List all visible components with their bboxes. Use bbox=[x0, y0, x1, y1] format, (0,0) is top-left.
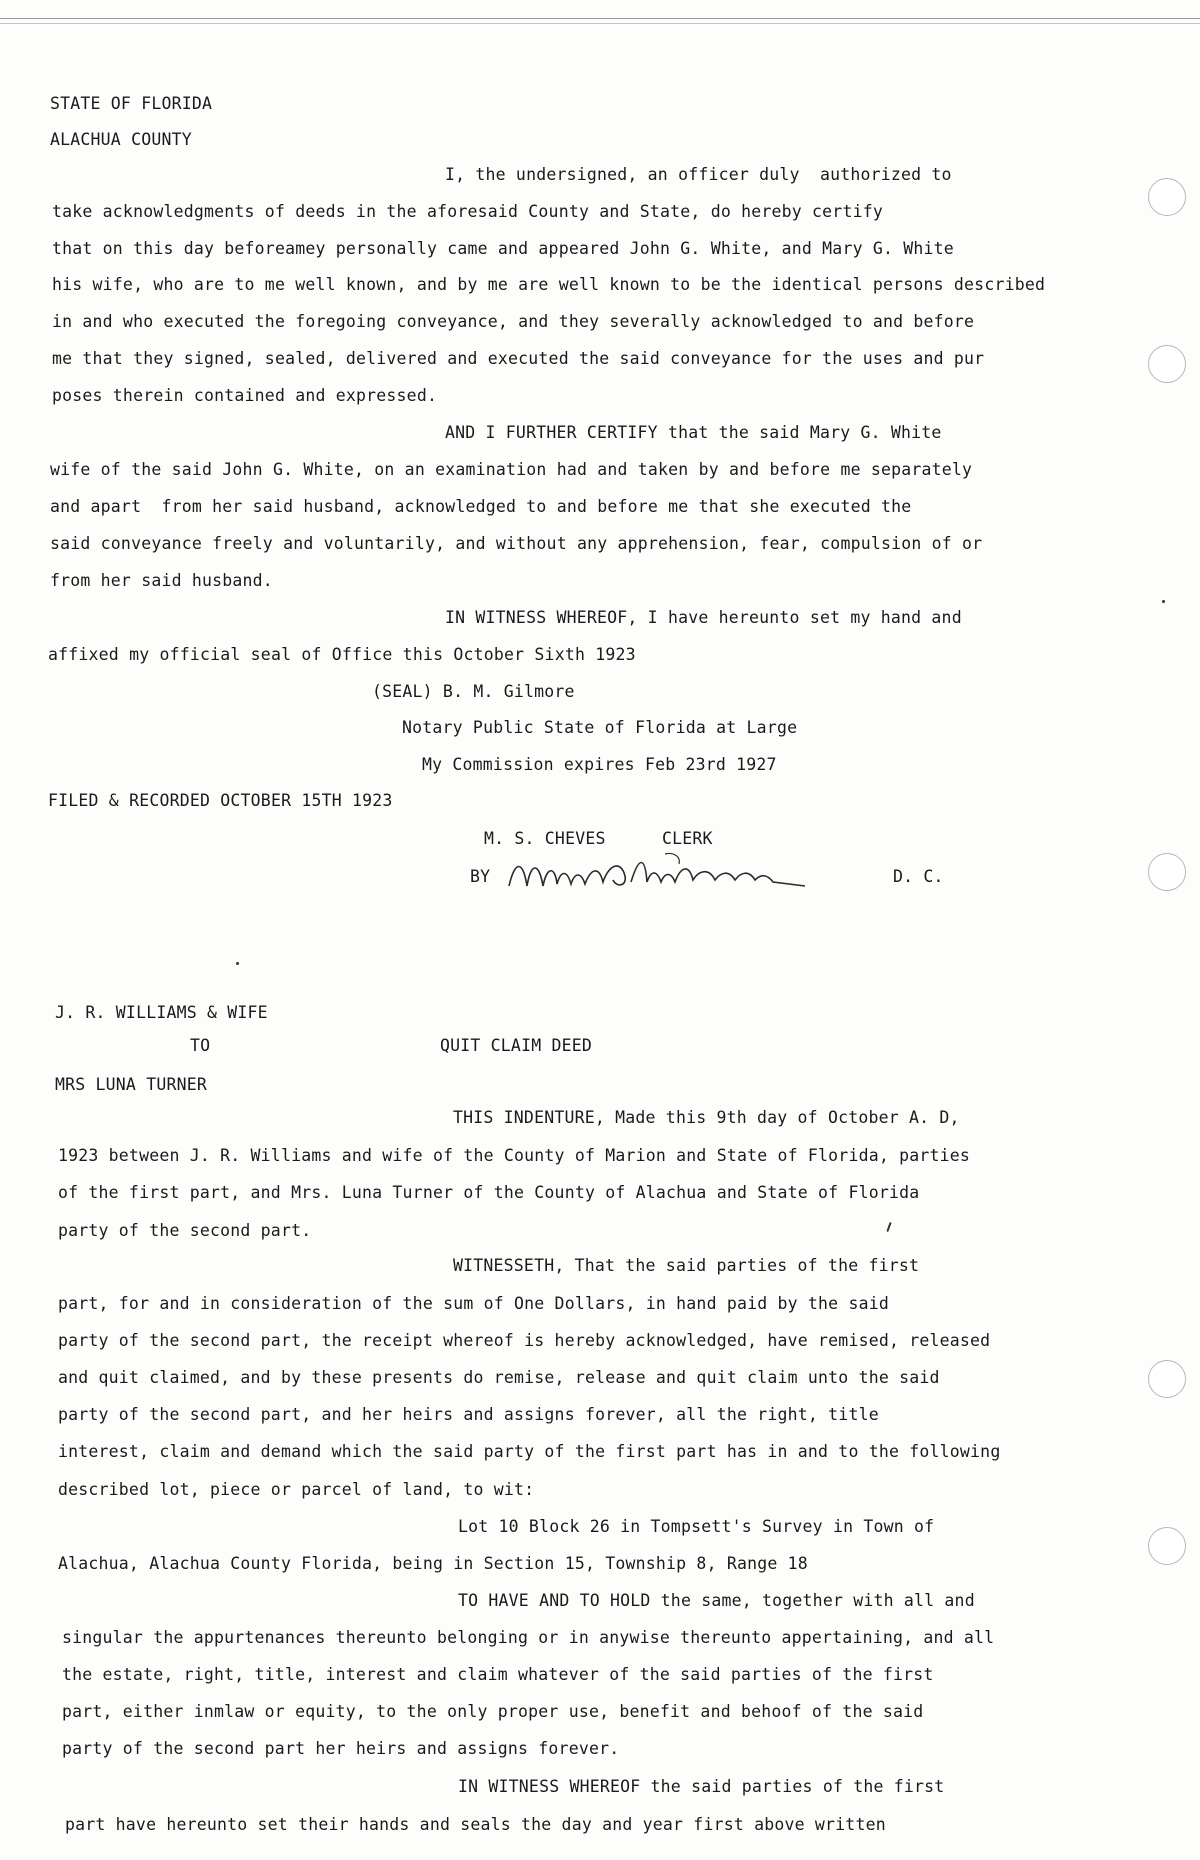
deputy-clerk-signature bbox=[505, 852, 815, 900]
ack-line: from her said husband. bbox=[50, 571, 273, 590]
witness-line: affixed my official seal of Office this October Sixth 1923 bbox=[48, 645, 636, 664]
to-heading: TO bbox=[190, 1036, 211, 1055]
ack-line: AND I FURTHER CERTIFY that the said Mary G. White bbox=[445, 423, 942, 442]
clerk-title: CLERK bbox=[662, 829, 713, 848]
ack-line: said conveyance freely and voluntarily, and without any apprehension, fear, compulsion of or bbox=[50, 534, 983, 553]
property-description: Lot 10 Block 26 in Tompsett's Survey in Town of bbox=[458, 1517, 935, 1536]
county-heading: ALACHUA COUNTY bbox=[50, 130, 192, 149]
punch-hole bbox=[1148, 853, 1186, 891]
deed-line: 1923 between J. R. Williams and wife of the County of Marion and State of Florida, parties bbox=[58, 1146, 971, 1165]
punch-hole bbox=[1148, 1527, 1186, 1565]
punch-hole bbox=[1148, 178, 1186, 216]
deed-line: the estate, right, title, interest and claim whatever of the said parties of the first bbox=[62, 1665, 934, 1684]
deed-line: part, either inmlaw or equity, to the only proper use, benefit and behoof of the said bbox=[62, 1702, 924, 1721]
ink-speck bbox=[886, 1222, 891, 1232]
witness-line: IN WITNESS WHEREOF, I have hereunto set my hand and bbox=[445, 608, 962, 627]
property-description: Alachua, Alachua County Florida, being in Section 15, Township 8, Range 18 bbox=[58, 1554, 808, 1573]
deed-line: party of the second part, the receipt whereof is hereby acknowledged, have remised, released bbox=[58, 1331, 991, 1350]
deed-witness-line: IN WITNESS WHEREOF the said parties of the first bbox=[458, 1777, 945, 1796]
ack-line: his wife, who are to me well known, and by me are well known to be the identical persons described bbox=[52, 275, 1046, 294]
deputy-clerk-label: D. C. bbox=[893, 867, 944, 886]
ack-line: I, the undersigned, an officer duly authorized to bbox=[445, 165, 952, 184]
deed-line: interest, claim and demand which the said party of the first part has in and to the following bbox=[58, 1442, 1001, 1461]
notary-title: Notary Public State of Florida at Large bbox=[402, 718, 798, 737]
deed-line: party of the second part her heirs and assigns forever. bbox=[62, 1739, 620, 1758]
deed-line: of the first part, and Mrs. Luna Turner of the County of Alachua and State of Florida bbox=[58, 1183, 920, 1202]
punch-hole bbox=[1148, 1360, 1186, 1398]
seal-signature: (SEAL) B. M. Gilmore bbox=[372, 682, 575, 701]
ack-line: in and who executed the foregoing conveyance, and they severally acknowledged to and before bbox=[52, 312, 975, 331]
state-heading: STATE OF FLORIDA bbox=[50, 94, 213, 113]
ack-line: and apart from her said husband, acknowledged to and before me that she executed the bbox=[50, 497, 912, 516]
ack-line: that on this day beforeamey personally came and appeared John G. White, and Mary G. White bbox=[52, 239, 954, 258]
commission-expiry: My Commission expires Feb 23rd 1927 bbox=[422, 755, 777, 774]
deed-line: WITNESSETH, That the said parties of the first bbox=[453, 1256, 920, 1275]
deed-line: TO HAVE AND TO HOLD the same, together with all and bbox=[458, 1591, 975, 1610]
filed-recorded: FILED & RECORDED OCTOBER 15TH 1923 bbox=[48, 791, 393, 810]
grantor-heading: J. R. WILLIAMS & WIFE bbox=[55, 1003, 268, 1022]
grantee-heading: MRS LUNA TURNER bbox=[55, 1075, 208, 1094]
ack-line: me that they signed, sealed, delivered and executed the said conveyance for the uses and pur bbox=[52, 349, 985, 368]
ack-line: wife of the said John G. White, on an examination had and taken by and before me separately bbox=[50, 460, 973, 479]
deed-line: and quit claimed, and by these presents do remise, release and quit claim unto the said bbox=[58, 1368, 940, 1387]
clerk-name: M. S. CHEVES bbox=[484, 829, 606, 848]
top-edge-line bbox=[0, 18, 1200, 19]
deed-line: party of the second part, and her heirs and assigns forever, all the right, title bbox=[58, 1405, 879, 1424]
ack-line: poses therein contained and expressed. bbox=[52, 386, 438, 405]
by-label: BY bbox=[470, 867, 491, 886]
deed-line: described lot, piece or parcel of land, to wit: bbox=[58, 1480, 535, 1499]
top-edge-line bbox=[0, 23, 1200, 24]
deed-line: party of the second part. bbox=[58, 1221, 312, 1240]
deed-title: QUIT CLAIM DEED bbox=[440, 1036, 593, 1055]
deed-line: THIS INDENTURE, Made this 9th day of October A. D, bbox=[453, 1108, 960, 1127]
ink-speck bbox=[236, 962, 239, 965]
ink-speck bbox=[1162, 600, 1165, 603]
punch-hole bbox=[1148, 345, 1186, 383]
deed-line: part, for and in consideration of the sum of One Dollars, in hand paid by the said bbox=[58, 1294, 889, 1313]
ack-line: take acknowledgments of deeds in the aforesaid County and State, do hereby certify bbox=[52, 202, 883, 221]
deed-witness-line: part have hereunto set their hands and seals the day and year first above written bbox=[65, 1815, 886, 1834]
deed-line: singular the appurtenances thereunto belonging or in anywise thereunto appertaining, and all bbox=[62, 1628, 995, 1647]
